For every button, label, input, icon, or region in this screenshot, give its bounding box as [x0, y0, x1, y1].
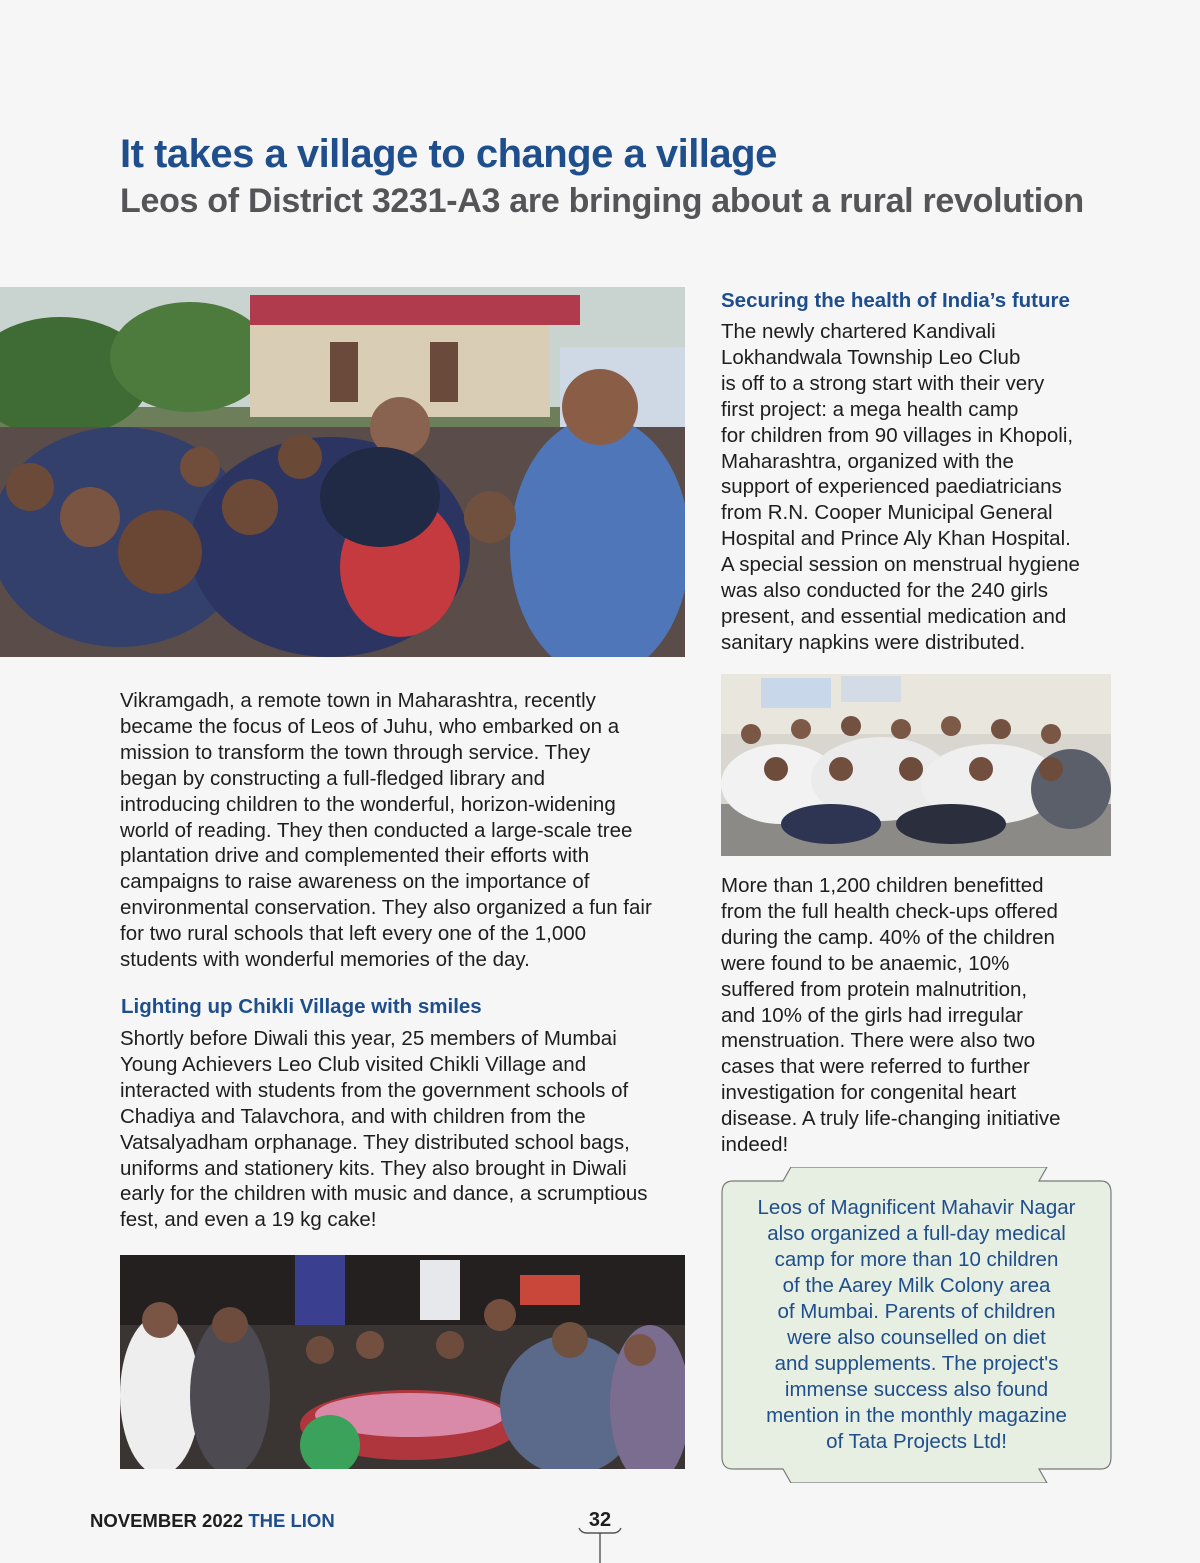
- text-line: Hospital and Prince Aly Khan Hospital.: [721, 527, 1071, 551]
- results-paragraph: [721, 873, 1121, 1158]
- text-line: mention in the monthly magazine: [766, 1404, 1067, 1427]
- text-line: Chadiya and Talavchora, and with children from the: [120, 1104, 586, 1128]
- text-line: environmental conservation. They also organized a fun fair: [120, 896, 652, 920]
- text-line: The newly chartered Kandivali: [721, 320, 996, 343]
- text-line: for children from 90 villages in Khopoli,: [721, 423, 1074, 447]
- text-line: cases that were referred to further: [721, 1055, 1030, 1079]
- text-line: from the full health check-ups offered: [721, 899, 1058, 923]
- text-line: students with wonderful memories of the day.: [120, 948, 530, 972]
- page-title: It takes a village to change a village: [120, 132, 777, 176]
- intro-paragraph: [120, 688, 685, 973]
- text-line: camp for more than 10 children: [774, 1248, 1059, 1271]
- text-line: present, and essential medication and: [721, 604, 1067, 628]
- text-line: were found to be anaemic, 10%: [721, 951, 1010, 975]
- footer-date: NOVEMBER 2022: [90, 1510, 244, 1531]
- text-line: Leos of Magnificent Mahavir Nagar: [757, 1196, 1076, 1219]
- text-line: from R.N. Cooper Municipal General: [721, 501, 1053, 525]
- text-line: early for the children with music and dance, a scrumptious: [120, 1182, 648, 1206]
- text-line: of the Aarey Milk Colony area: [782, 1274, 1051, 1297]
- text-line: A special session on menstrual hygiene: [721, 553, 1080, 577]
- text-line: also organized a full-day medical: [767, 1222, 1066, 1245]
- text-line: uniforms and stationery kits. They also brought in Diwali: [120, 1156, 627, 1180]
- text-line: fest, and even a 19 kg cake!: [120, 1208, 377, 1232]
- page-number-bracket: [575, 1524, 625, 1563]
- text-line: support of experienced paediatricians: [721, 475, 1062, 499]
- photo-health-camp-group: [721, 674, 1111, 856]
- section-heading-chikli: Lighting up Chikli Village with smiles: [121, 995, 482, 1018]
- text-line: Vikramgadh, a remote town in Maharashtra, recently: [120, 689, 596, 712]
- text-line: investigation for congenital heart: [721, 1081, 1017, 1105]
- text-line: for two rural schools that left every one of the 1,000: [120, 922, 587, 946]
- callout-box: [721, 1167, 1112, 1483]
- text-line: Young Achievers Leo Club visited Chikli Village and: [120, 1052, 587, 1076]
- text-line: suffered from protein malnutrition,: [721, 977, 1028, 1001]
- footer-magazine: THE LION: [248, 1510, 335, 1531]
- text-line: menstruation. There were also two: [721, 1029, 1036, 1053]
- text-line: sanitary napkins were distributed.: [721, 630, 1026, 654]
- text-line: and supplements. The project's: [774, 1352, 1059, 1375]
- text-line: is off to a strong start with their very: [721, 371, 1045, 395]
- section-heading-health: Securing the health of India’s future: [721, 289, 1070, 312]
- text-line: during the camp. 40% of the children: [721, 925, 1055, 949]
- text-line: disease. A truly life-changing initiative: [721, 1107, 1061, 1131]
- text-line: began by constructing a full-fledged library and: [120, 766, 546, 790]
- text-line: and 10% of the girls had irregular: [721, 1003, 1023, 1027]
- text-line: Shortly before Diwali this year, 25 members of Mumbai: [120, 1027, 617, 1050]
- text-line: introducing children to the wonderful, horizon-widening: [120, 792, 616, 816]
- text-line: plantation drive and complemented their efforts with: [120, 844, 590, 868]
- footer-issue: [90, 1510, 335, 1532]
- text-line: was also conducted for the 240 girls: [721, 579, 1049, 603]
- text-line: of Mumbai. Parents of children: [777, 1300, 1056, 1323]
- page-subtitle: Leos of District 3231-A3 are bringing about a rural revolution: [120, 182, 1084, 220]
- text-line: Vatsalyadham orphanage. They distributed school bags,: [120, 1130, 630, 1154]
- text-line: interacted with students from the government schools of: [120, 1078, 629, 1102]
- text-line: immense success also found: [784, 1378, 1049, 1401]
- text-line: Lokhandwala Township Leo Club: [721, 345, 1021, 369]
- text-line: of Tata Projects Ltd!: [826, 1430, 1007, 1453]
- text-line: were also counselled on diet: [787, 1326, 1046, 1349]
- text-line: More than 1,200 children benefitted: [721, 874, 1044, 897]
- text-line: mission to transform the town through service. They: [120, 740, 591, 764]
- text-line: campaigns to raise awareness on the importance of: [120, 870, 590, 894]
- page-number: 32: [588, 1509, 612, 1531]
- callout-text: [721, 1195, 1112, 1455]
- text-line: first project: a mega health camp: [721, 397, 1019, 421]
- photo-diwali-celebration: [120, 1255, 685, 1469]
- text-line: indeed!: [721, 1133, 789, 1157]
- text-line: Maharashtra, organized with the: [721, 449, 1014, 473]
- text-line: became the focus of Leos of Juhu, who embarked on a: [120, 714, 620, 738]
- health-paragraph: [721, 319, 1121, 656]
- text-line: world of reading. They then conducted a large-scale tree: [120, 818, 633, 842]
- photo-children-with-leos: [0, 287, 685, 657]
- chikli-paragraph: [120, 1026, 685, 1233]
